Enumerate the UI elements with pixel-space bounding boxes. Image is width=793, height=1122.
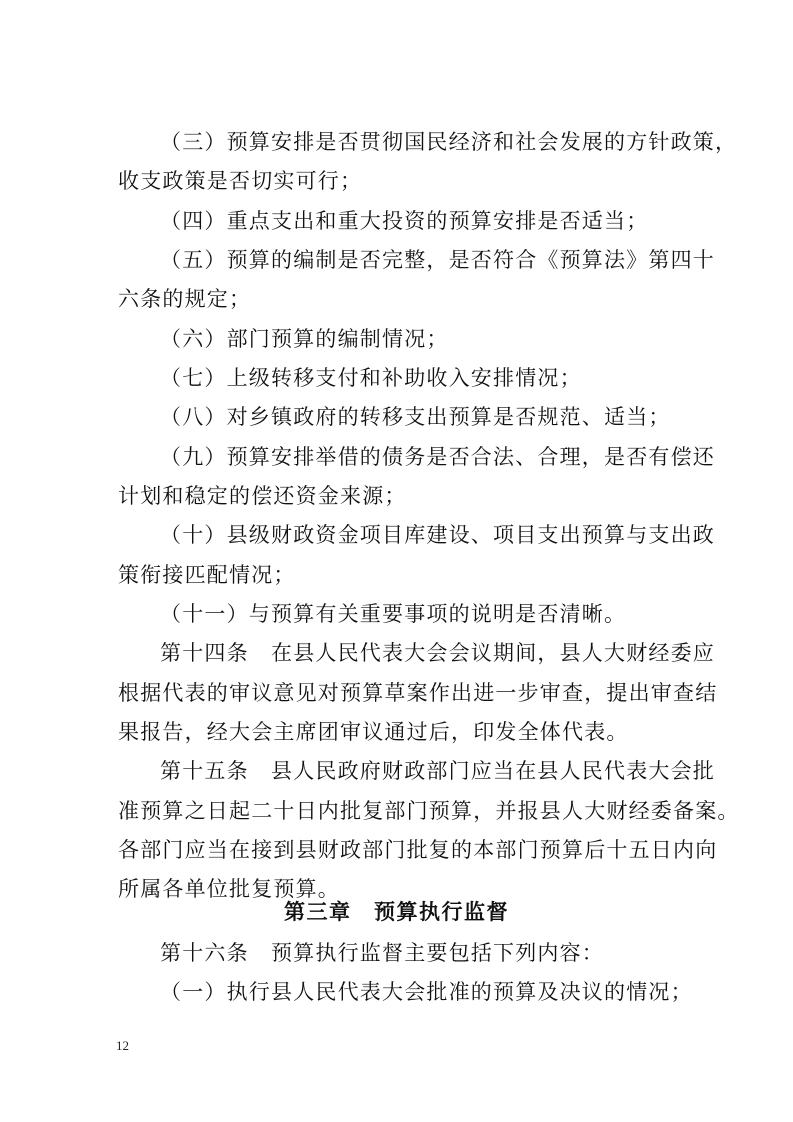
paragraph-line: （一）执行县人民代表大会批准的预算及决议的情况； — [160, 980, 693, 1004]
paragraph-line: 果报告，经大会主席团审议通过后，印发全体代表。 — [118, 720, 629, 744]
paragraph-line: （四）重点支出和重大投资的预算安排是否适当； — [160, 209, 649, 233]
page-number: 12 — [116, 1038, 129, 1053]
paragraph-line: （十）县级财政资金项目库建设、项目支出预算与支出政 — [160, 523, 715, 547]
chapter-heading: 第三章 预算执行监督 — [284, 900, 509, 924]
paragraph-line: （五）预算的编制是否完整，是否符合《预算法》第四十 — [160, 248, 715, 272]
paragraph-line: 所属各单位批复预算。 — [118, 877, 340, 901]
paragraph-line: （三）预算安排是否贯彻国民经济和社会发展的方针政策， — [160, 130, 738, 154]
paragraph-line: 六条的规定； — [118, 287, 252, 311]
paragraph-line: 准预算之日起二十日内批复部门预算，并报县人大财经委备案。 — [118, 799, 740, 823]
paragraph-line: 第十六条 预算执行监督主要包括下列内容： — [160, 941, 604, 965]
paragraph-line: 计划和稳定的偿还资金来源； — [118, 484, 407, 508]
paragraph-line: （八）对乡镇政府的转移支出预算是否规范、适当； — [160, 405, 671, 429]
paragraph-line: 收支政策是否切实可行； — [118, 169, 363, 193]
paragraph-line: 第十五条 县人民政府财政部门应当在县人民代表大会批 — [160, 759, 715, 783]
paragraph-line: （六）部门预算的编制情况； — [160, 327, 449, 351]
paragraph-line: （九）预算安排举借的债务是否合法、合理，是否有偿还 — [160, 445, 715, 469]
paragraph-line: 各部门应当在接到县财政部门批复的本部门预算后十五日内向 — [118, 838, 718, 862]
paragraph-line: 第十四条 在县人民代表大会会议期间，县人大财经委应 — [160, 641, 715, 665]
paragraph-line: 根据代表的审议意见对预算草案作出进一步审查，提出审查结 — [118, 681, 718, 705]
paragraph-line: （十一）与预算有关重要事项的说明是否清晰。 — [160, 602, 627, 626]
paragraph-line: （七）上级转移支付和补助收入安排情况； — [160, 366, 582, 390]
paragraph-line: 策衔接匹配情况； — [118, 563, 296, 587]
